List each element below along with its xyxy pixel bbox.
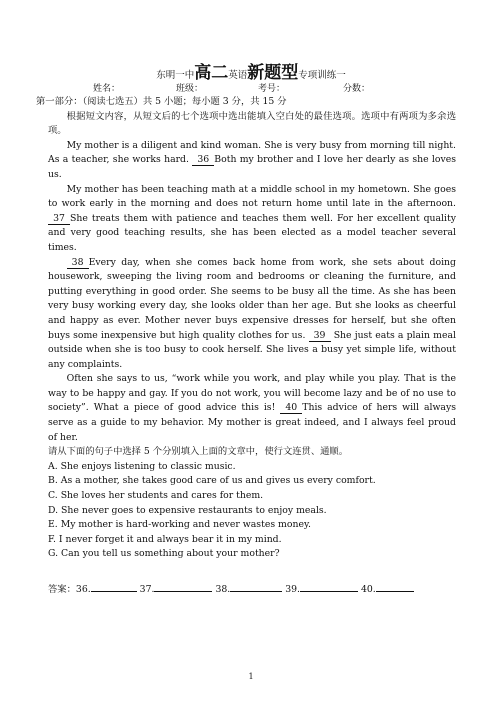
passage-paragraph-1: My mother is a diligent and kind woman. She is very busy from morning till night. As a teacher, she works hard. 36 Both my brother and I love her dearly as she loves us. xyxy=(48,139,456,180)
score-label: 分数： xyxy=(343,84,371,94)
document-title: 东明一中高二英语新题型专项训练一 xyxy=(156,63,346,83)
section-title: 第一部分：（阅读七选五）共 5 小题；每小题 3 分，共 15 分 xyxy=(36,96,287,107)
blank-36: 36 xyxy=(192,154,214,166)
answer-label: 答案： xyxy=(48,584,76,595)
answer-row: 答案：36. 37. 38. 39. 40. xyxy=(48,581,458,595)
options-prompt: 请从下面的句子中选择 5 个分别填入上面的文章中，使行文连贯、通顺。 xyxy=(48,446,349,458)
section-instruction: 根据短文内容，从短文后的七个选项中选出能填入空白处的最佳选项。选项中有两项为多余选项。 xyxy=(48,110,456,137)
option-g: G. Can you tell us something about your mother? xyxy=(48,548,280,560)
blank-39: 39 xyxy=(309,330,331,342)
name-label: 姓名： xyxy=(93,84,121,94)
option-c: C. She loves her students and cares for them. xyxy=(48,490,264,502)
option-e: E. My mother is hard-working and never wastes money. xyxy=(48,519,311,531)
passage-paragraph-4: Often she says to us, “work while you work, and play while you play. That is the way to be happy and gay. If you do not work, you will become lazy and be of no use to society”. What a piece of good advice this is! 40 This advice of hers will always serve as a guide to my behavior. My mother is great indeed, and I always feel proud of her. xyxy=(48,373,456,443)
passage-paragraph-3: 38 Every day, when she comes back home from work, she sets about doing housework, sweeping the living room and bedrooms or cleaning the furniture, and putting everything in good order. She seems to be busy all the time. As she has been very busy working every day, she looks older than her age. But she looks as cheerful and happy as ever. Mother never buys expensive dresses for herself, but she often buys some inexpensive but high quality clothes for us. 39 She just eats a plain meal outside when she is too busy to cook herself. She lives a busy yet simple life, without any complaints. xyxy=(48,256,456,370)
id-label: 考号： xyxy=(258,84,286,94)
class-label: 班级： xyxy=(176,84,204,94)
blank-40: 40 xyxy=(280,402,302,414)
document-body xyxy=(36,95,456,562)
passage-paragraph-2: My mother has been teaching math at a middle school in my hometown. She goes to work early in the morning and does not return home until late in the afternoon. 37 She treats them with patience and teaches them well. For her excellent quality and very good teaching results, she has been elected as a model teacher several times. xyxy=(48,183,456,253)
answer-field-40[interactable] xyxy=(376,582,414,592)
blank-37: 37 xyxy=(48,213,70,225)
page-number: 1 xyxy=(248,672,254,681)
option-a: A. She enjoys listening to classic music. xyxy=(48,460,236,472)
option-d: D. She never goes to expensive restaurants to enjoy meals. xyxy=(48,504,327,516)
answer-field-36[interactable] xyxy=(91,582,137,592)
answer-field-38[interactable] xyxy=(230,582,282,592)
blank-38: 38 xyxy=(67,257,89,269)
answer-field-39[interactable] xyxy=(300,582,358,592)
option-f: F. I never forget it and always bear it in my mind. xyxy=(48,533,282,545)
answer-field-37[interactable] xyxy=(154,582,212,592)
option-b: B. As a mother, she takes good care of us and gives us every comfort. xyxy=(48,475,376,487)
options-list xyxy=(48,445,456,562)
